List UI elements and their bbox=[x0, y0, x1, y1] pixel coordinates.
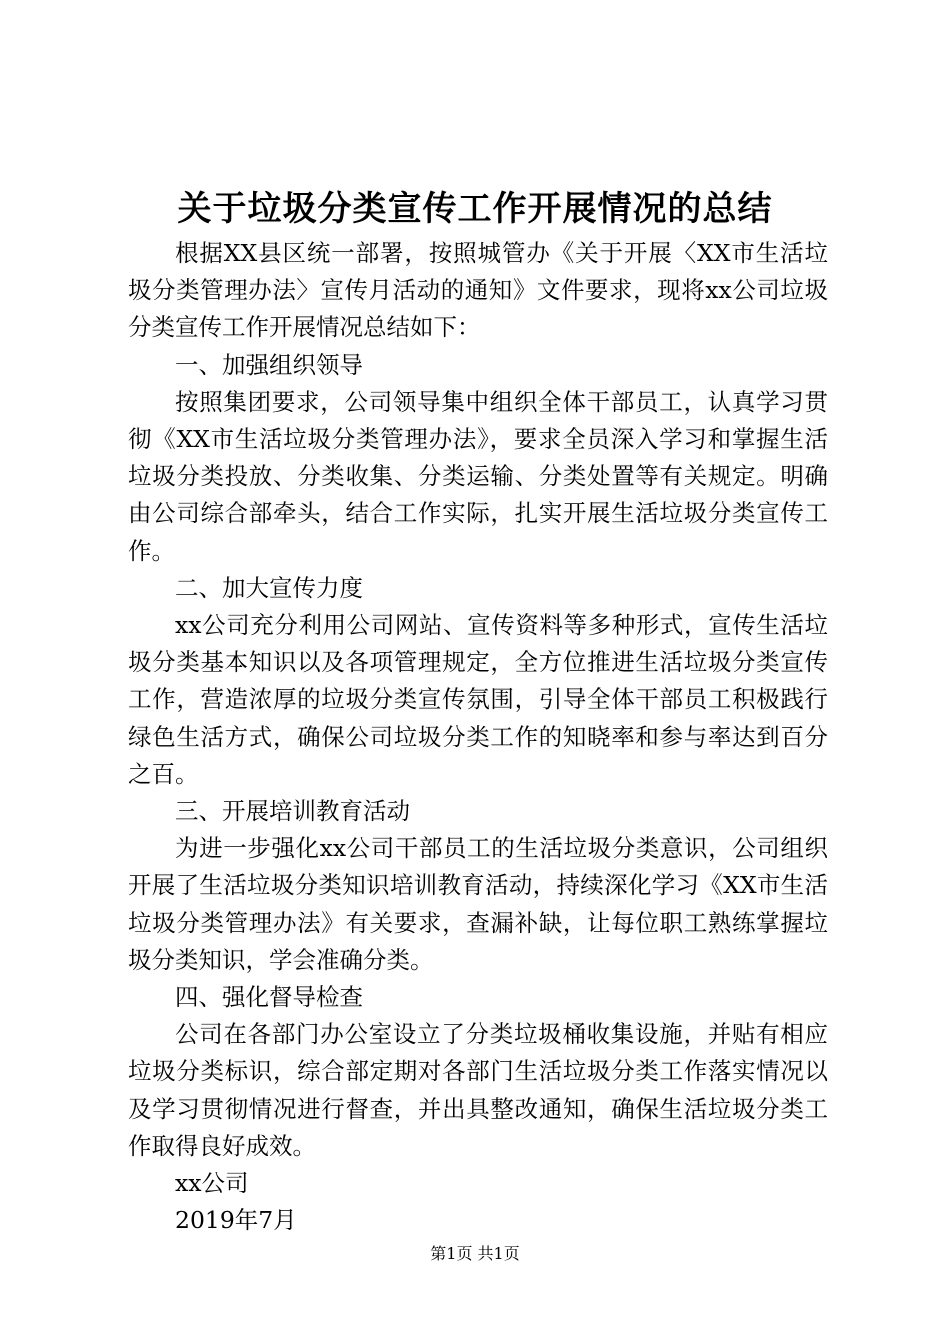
section-paragraph-1: 按照集团要求，公司领导集中组织全体干部员工，认真学习贯彻《XX市生活垃圾分类管理办法》，要求全员深入学习和掌握生活垃圾分类投放、分类收集、分类运输、分类处置等有关规定。明确由公司综合部牵头，结合工作实际，扎实开展生活垃圾分类宣传工作。 bbox=[128, 387, 828, 565]
signature-date: 2019年7月 bbox=[175, 1206, 297, 1235]
page-footer: 第1页 共1页 bbox=[430, 1244, 520, 1263]
section-paragraph-4: 公司在各部门办公室设立了分类垃圾桶收集设施，并贴有相应垃圾分类标识，综合部定期对各部门生活垃圾分类工作落实情况以及学习贯彻情况进行督查，并出具整改通知，确保生活垃圾分类工作取得良好成效。 bbox=[128, 1020, 828, 1160]
section-paragraph-2: xx公司充分利用公司网站、宣传资料等多种形式，宣传生活垃圾分类基本知识以及各项管理规定，全方位推进生活垃圾分类宣传工作，营造浓厚的垃圾分类宣传氛围，引导全体干部员工积极践行绿色生活方式，确保公司垃圾分类工作的知晓率和参与率达到百分之百。 bbox=[128, 611, 828, 788]
section-heading-1: 一、加强组织领导 bbox=[175, 350, 363, 379]
section-heading-2: 二、加大宣传力度 bbox=[175, 573, 363, 602]
document-title: 关于垃圾分类宣传工作开展情况的总结 bbox=[177, 189, 773, 229]
section-paragraph-3: 为进一步强化xx公司干部员工的生活垃圾分类意识，公司组织开展了生活垃圾分类知识培训教育活动，持续深化学习《XX市生活垃圾分类管理办法》有关要求，查漏补缺，让每位职工熟练掌握垃圾分类知识，学会准确分类。 bbox=[128, 834, 828, 974]
section-heading-4: 四、强化督导检查 bbox=[175, 983, 363, 1012]
document-body bbox=[128, 235, 828, 1239]
signature-company: xx公司 bbox=[175, 1169, 249, 1198]
section-heading-3: 三、开展培训教育活动 bbox=[175, 797, 410, 826]
intro-paragraph: 根据XX县区统一部署，按照城管办《关于开展〈XX市生活垃圾分类管理办法〉宣传月活动的通知》文件要求，现将xx公司垃圾分类宣传工作开展情况总结如下： bbox=[128, 239, 828, 342]
